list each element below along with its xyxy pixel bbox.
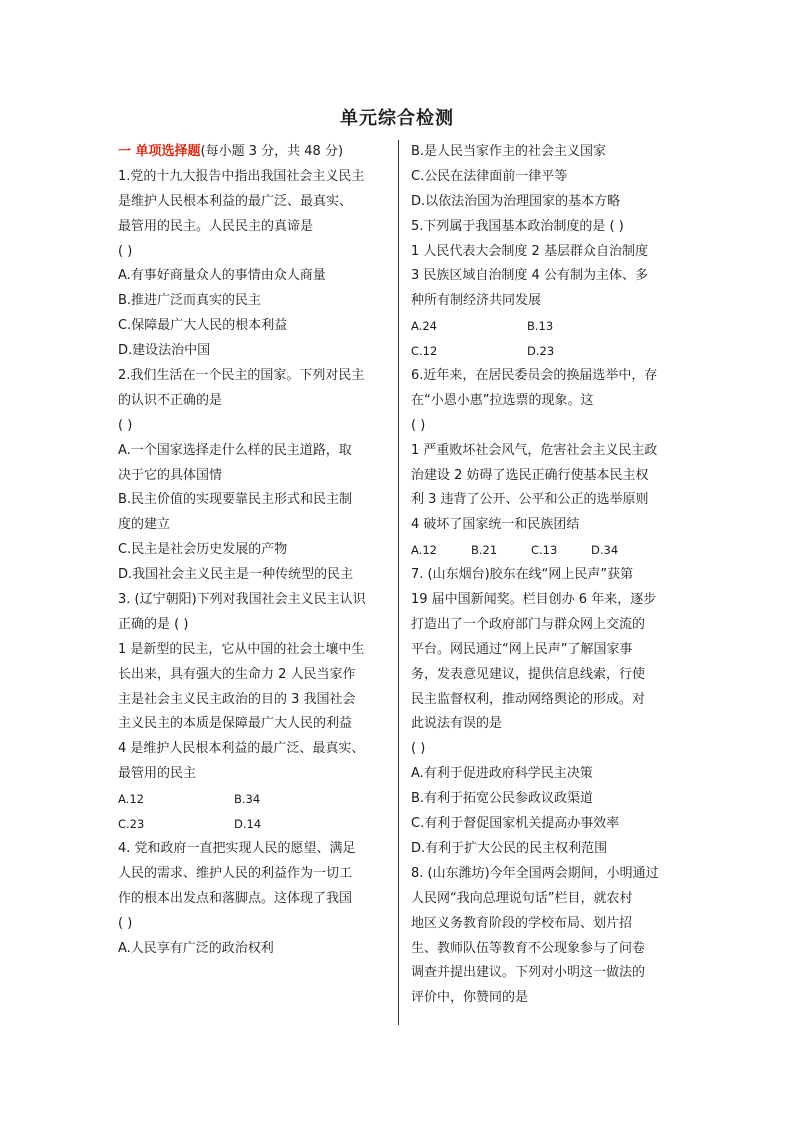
q3-options	[118, 787, 386, 837]
text-line: D.有利于扩大公民的民主权利范围	[411, 840, 608, 856]
option-row	[118, 812, 386, 837]
option: C.12	[411, 344, 438, 359]
text-line: 最管用的民主	[118, 766, 197, 782]
option-row	[411, 538, 679, 563]
text-line: 4 是维护人民根本利益的最广泛、最真实、	[118, 741, 365, 757]
option-row	[411, 339, 679, 364]
text-line: 评价中，你赞同的是	[411, 990, 529, 1006]
left-column	[118, 140, 386, 961]
option: A.12	[118, 792, 144, 807]
text-line: 长出来，具有强大的生命力 2 人民当家作	[118, 666, 356, 682]
text-line: 主是社会主义民主政治的目的 3 我国社会	[118, 691, 356, 707]
left-text-block-2	[118, 837, 386, 961]
option: C.23	[118, 817, 145, 832]
section-header	[118, 140, 386, 165]
left-text-block-1	[118, 165, 386, 787]
text-line: 打造出了一个政府部门与群众网上交流的	[411, 616, 646, 632]
text-line: 1.党的十九大报告中指出我国社会主义民主	[118, 168, 365, 184]
text-line: D.建设法治中国	[118, 343, 211, 359]
text-line: A.一个国家选择走什么样的民主道路，取	[118, 442, 352, 458]
text-line: 务，发表意见建议，提供信息线索，行使	[411, 666, 646, 682]
text-line: C.保障最广大人民的根本利益	[118, 318, 288, 334]
text-line: ( )	[118, 915, 133, 931]
text-line: 最管用的民主。人民民主的真谛是	[118, 218, 314, 234]
text-line: 1 人民代表大会制度 2 基层群众自治制度	[411, 243, 648, 259]
text-line: 6.近年来，在居民委员会的换届选举中，存	[411, 368, 658, 384]
option: A.12	[411, 543, 437, 558]
text-line: D.我国社会主义民主是一种传统型的民主	[118, 567, 354, 583]
right-text-block-1	[411, 140, 679, 314]
text-line: 生、教师队伍等教育不公现象参与了问卷	[411, 940, 646, 956]
text-line: 度的建立	[118, 517, 171, 533]
text-line: B.有利于拓宽公民参政议政渠道	[411, 791, 594, 807]
right-column	[411, 140, 679, 1011]
text-line: A.有利于促进政府科学民主决策	[411, 766, 593, 782]
text-line: C.公民在法律面前一律平等	[411, 168, 568, 184]
option: B.34	[234, 792, 261, 807]
text-line: 利 3 违背了公开、公平和公正的选举原则	[411, 492, 649, 508]
section-note: (每小题 3 分，共 48 分)	[200, 144, 344, 159]
text-line: 人民网“我向总理说句话”栏目，就农村	[411, 890, 633, 906]
text-line: 此说法有误的是	[411, 716, 503, 732]
text-line: 作的根本出发点和落脚点。这体现了我国	[118, 890, 353, 906]
text-line: 19 届中国新闻奖。栏目创办 6 年来，逐步	[411, 592, 657, 608]
text-line: C.民主是社会历史发展的产物	[118, 542, 288, 558]
text-line: 主义民主的本质是保障最广大人民的利益	[118, 716, 353, 732]
text-line: 地区义务教育阶段的学校布局、划片招	[411, 915, 633, 931]
text-line: 种所有制经济共同发展	[411, 293, 542, 309]
text-line: 正确的是 ( )	[118, 616, 189, 632]
text-line: A.人民享有广泛的政治权利	[118, 940, 274, 956]
text-line: 1 是新型的民主，它从中国的社会土壤中生	[118, 641, 365, 657]
text-line: 1 严重败坏社会风气，危害社会主义民主政	[411, 442, 658, 458]
option: C.13	[531, 543, 558, 558]
option: D.34	[591, 543, 619, 558]
text-line: 7. (山东烟台)胶东在线“网上民声”获第	[411, 567, 634, 583]
text-line: 调查并提出建议。下列对小明这一做法的	[411, 965, 646, 981]
text-line: 的认识不正确的是	[118, 392, 223, 408]
option: A.24	[411, 319, 437, 334]
text-line: ( )	[411, 741, 426, 757]
text-line: D.以依法治国为治理国家的基本方略	[411, 193, 621, 209]
right-text-block-2	[411, 364, 679, 538]
text-line: 民主监督权利，推动网络舆论的形成。对	[411, 691, 646, 707]
text-line: C.有利于督促国家机关提高办事效率	[411, 816, 620, 832]
text-line: 3. (辽宁朝阳)下列对我国社会主义民主认识	[118, 592, 366, 608]
text-line: ( )	[118, 417, 133, 433]
text-line: 在“小恩小惠”拉选票的现象。这	[411, 392, 594, 408]
text-line: 决于它的具体国情	[118, 467, 223, 483]
q5-options	[411, 314, 679, 364]
text-line: B.民主价值的实现要靠民主形式和民主制	[118, 492, 353, 508]
option-row	[411, 314, 679, 339]
column-divider	[398, 140, 399, 1025]
text-line: ( )	[118, 243, 133, 259]
text-line: A.有事好商量众人的事情由众人商量	[118, 268, 326, 284]
text-line: 8. (山东潍坊)今年全国两会期间，小明通过	[411, 865, 659, 881]
text-line: B.是人民当家作主的社会主义国家	[411, 144, 607, 159]
text-line: 3 民族区域自治制度 4 公有制为主体、多	[411, 268, 648, 284]
text-line: 是维护人民根本利益的最广泛、最真实、	[118, 193, 353, 209]
text-line: ( )	[411, 417, 426, 433]
text-line: 4. 党和政府一直把实现人民的愿望、满足	[118, 840, 356, 856]
text-line: 4 破坏了国家统一和民族团结	[411, 517, 580, 533]
text-line: B.推进广泛而真实的民主	[118, 293, 262, 309]
text-line: 5.下列属于我国基本政治制度的是 ( )	[411, 218, 624, 234]
option: D.23	[527, 344, 555, 359]
option-row	[118, 787, 386, 812]
text-line: 人民的需求、维护人民的利益作为一切工	[118, 865, 353, 881]
page-title: 单元综合检测	[340, 108, 454, 129]
option: B.13	[527, 319, 554, 334]
text-line: 治建设 2 妨碍了选民正确行使基本民主权	[411, 467, 649, 483]
option: B.21	[471, 543, 498, 558]
option: D.14	[234, 817, 262, 832]
right-text-block-3	[411, 563, 679, 1011]
text-line: 2.我们生活在一个民主的国家。下列对民主	[118, 368, 365, 384]
q6-options	[411, 538, 679, 563]
section-heading: 一 单项选择题	[118, 144, 201, 159]
text-line: 平台。网民通过“网上民声”了解国家事	[411, 641, 633, 657]
